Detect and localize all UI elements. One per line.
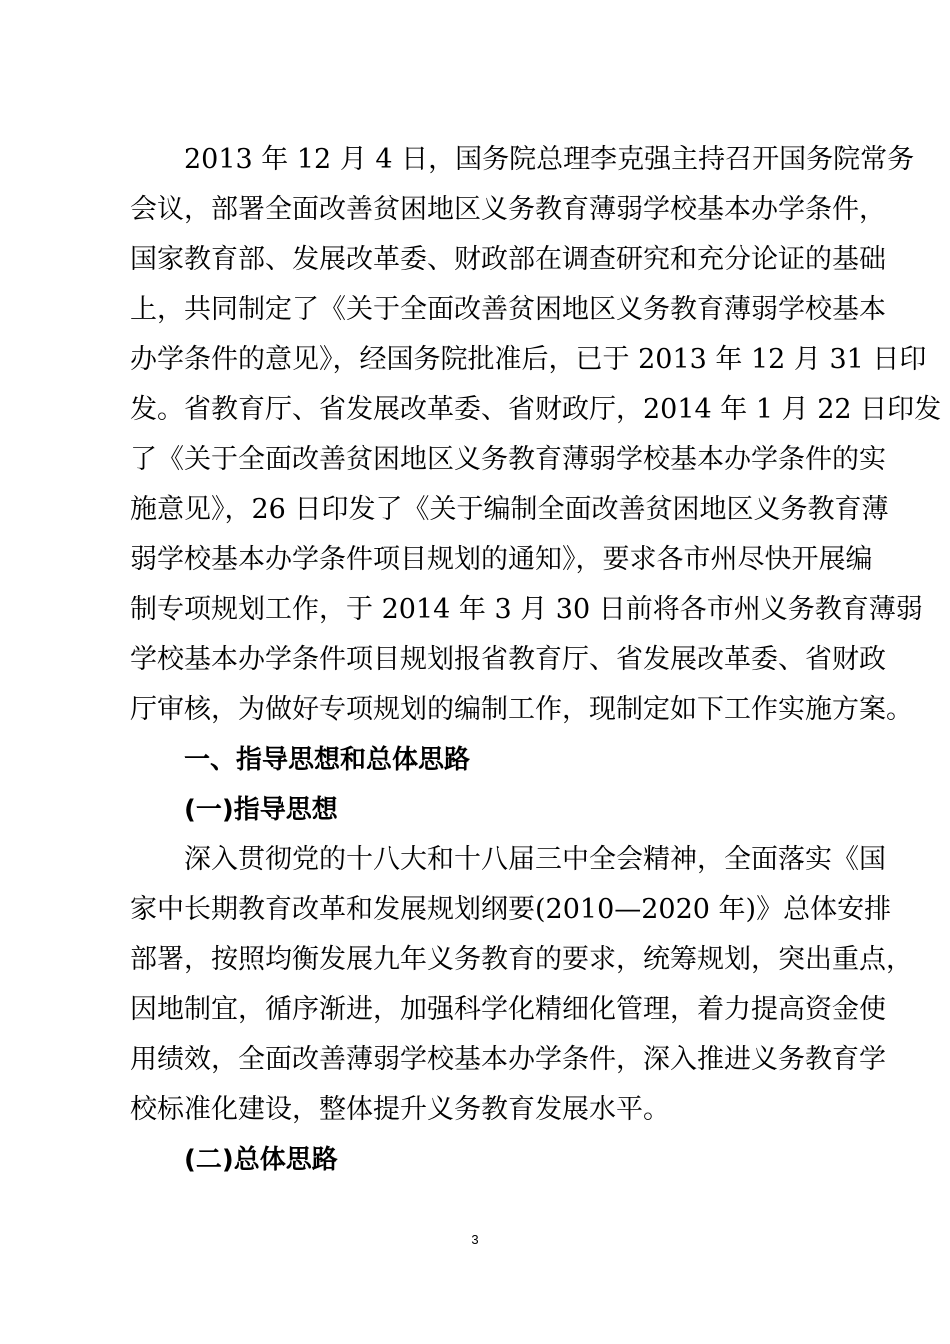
page-number: 3 xyxy=(471,1232,479,1247)
paragraph-line: 发。省教育厅、省发展改革委、省财政厅，2014 年 1 月 22 日印发 xyxy=(130,394,942,425)
paragraph-line: 弱学校基本办学条件项目规划的通知》，要求各市州尽快开展编 xyxy=(130,544,873,575)
paragraph-line: 部署，按照均衡发展九年义务教育的要求，统筹规划，突出重点， xyxy=(130,944,913,975)
paragraph-line: 上，共同制定了《关于全面改善贫困地区义务教育薄弱学校基本 xyxy=(130,294,886,325)
paragraph-line: 家中长期教育改革和发展规划纲要(2010—2020 年)》总体安排 xyxy=(130,894,892,925)
section-heading: 一、指导思想和总体思路 xyxy=(184,745,471,775)
subsection-heading: (二)总体思路 xyxy=(184,1145,338,1175)
paragraph-line: 用绩效，全面改善薄弱学校基本办学条件，深入推进义务教育学 xyxy=(130,1044,886,1075)
paragraph-line: 办学条件的意见》，经国务院批准后，已于 2013 年 12 月 31 日印 xyxy=(130,344,927,375)
paragraph-line: 施意见》，26 日印发了《关于编制全面改善贫困地区义务教育薄 xyxy=(130,494,889,525)
paragraph-line: 会议，部署全面改善贫困地区义务教育薄弱学校基本办学条件， xyxy=(130,194,886,225)
paragraph-line: 厅审核，为做好专项规划的编制工作，现制定如下工作实施方案。 xyxy=(130,694,913,725)
paragraph-line: 深入贯彻党的十八大和十八届三中全会精神，全面落实《国 xyxy=(184,844,886,875)
paragraph-line: 学校基本办学条件项目规划报省教育厅、省发展改革委、省财政 xyxy=(130,644,886,675)
subsection-heading: (一)指导思想 xyxy=(184,795,338,825)
paragraph-line: 国家教育部、发展改革委、财政部在调查研究和充分论证的基础 xyxy=(130,244,886,275)
paragraph-line: 2013 年 12 月 4 日，国务院总理李克强主持召开国务院常务 xyxy=(184,144,915,175)
paragraph-line: 制专项规划工作，于 2014 年 3 月 30 日前将各市州义务教育薄弱 xyxy=(130,594,923,625)
paragraph-line: 了《关于全面改善贫困地区义务教育薄弱学校基本办学条件的实 xyxy=(130,444,886,475)
paragraph-line: 校标准化建设，整体提升义务教育发展水平。 xyxy=(130,1094,670,1125)
paragraph-line: 因地制宜，循序渐进，加强科学化精细化管理，着力提高资金使 xyxy=(130,994,886,1025)
